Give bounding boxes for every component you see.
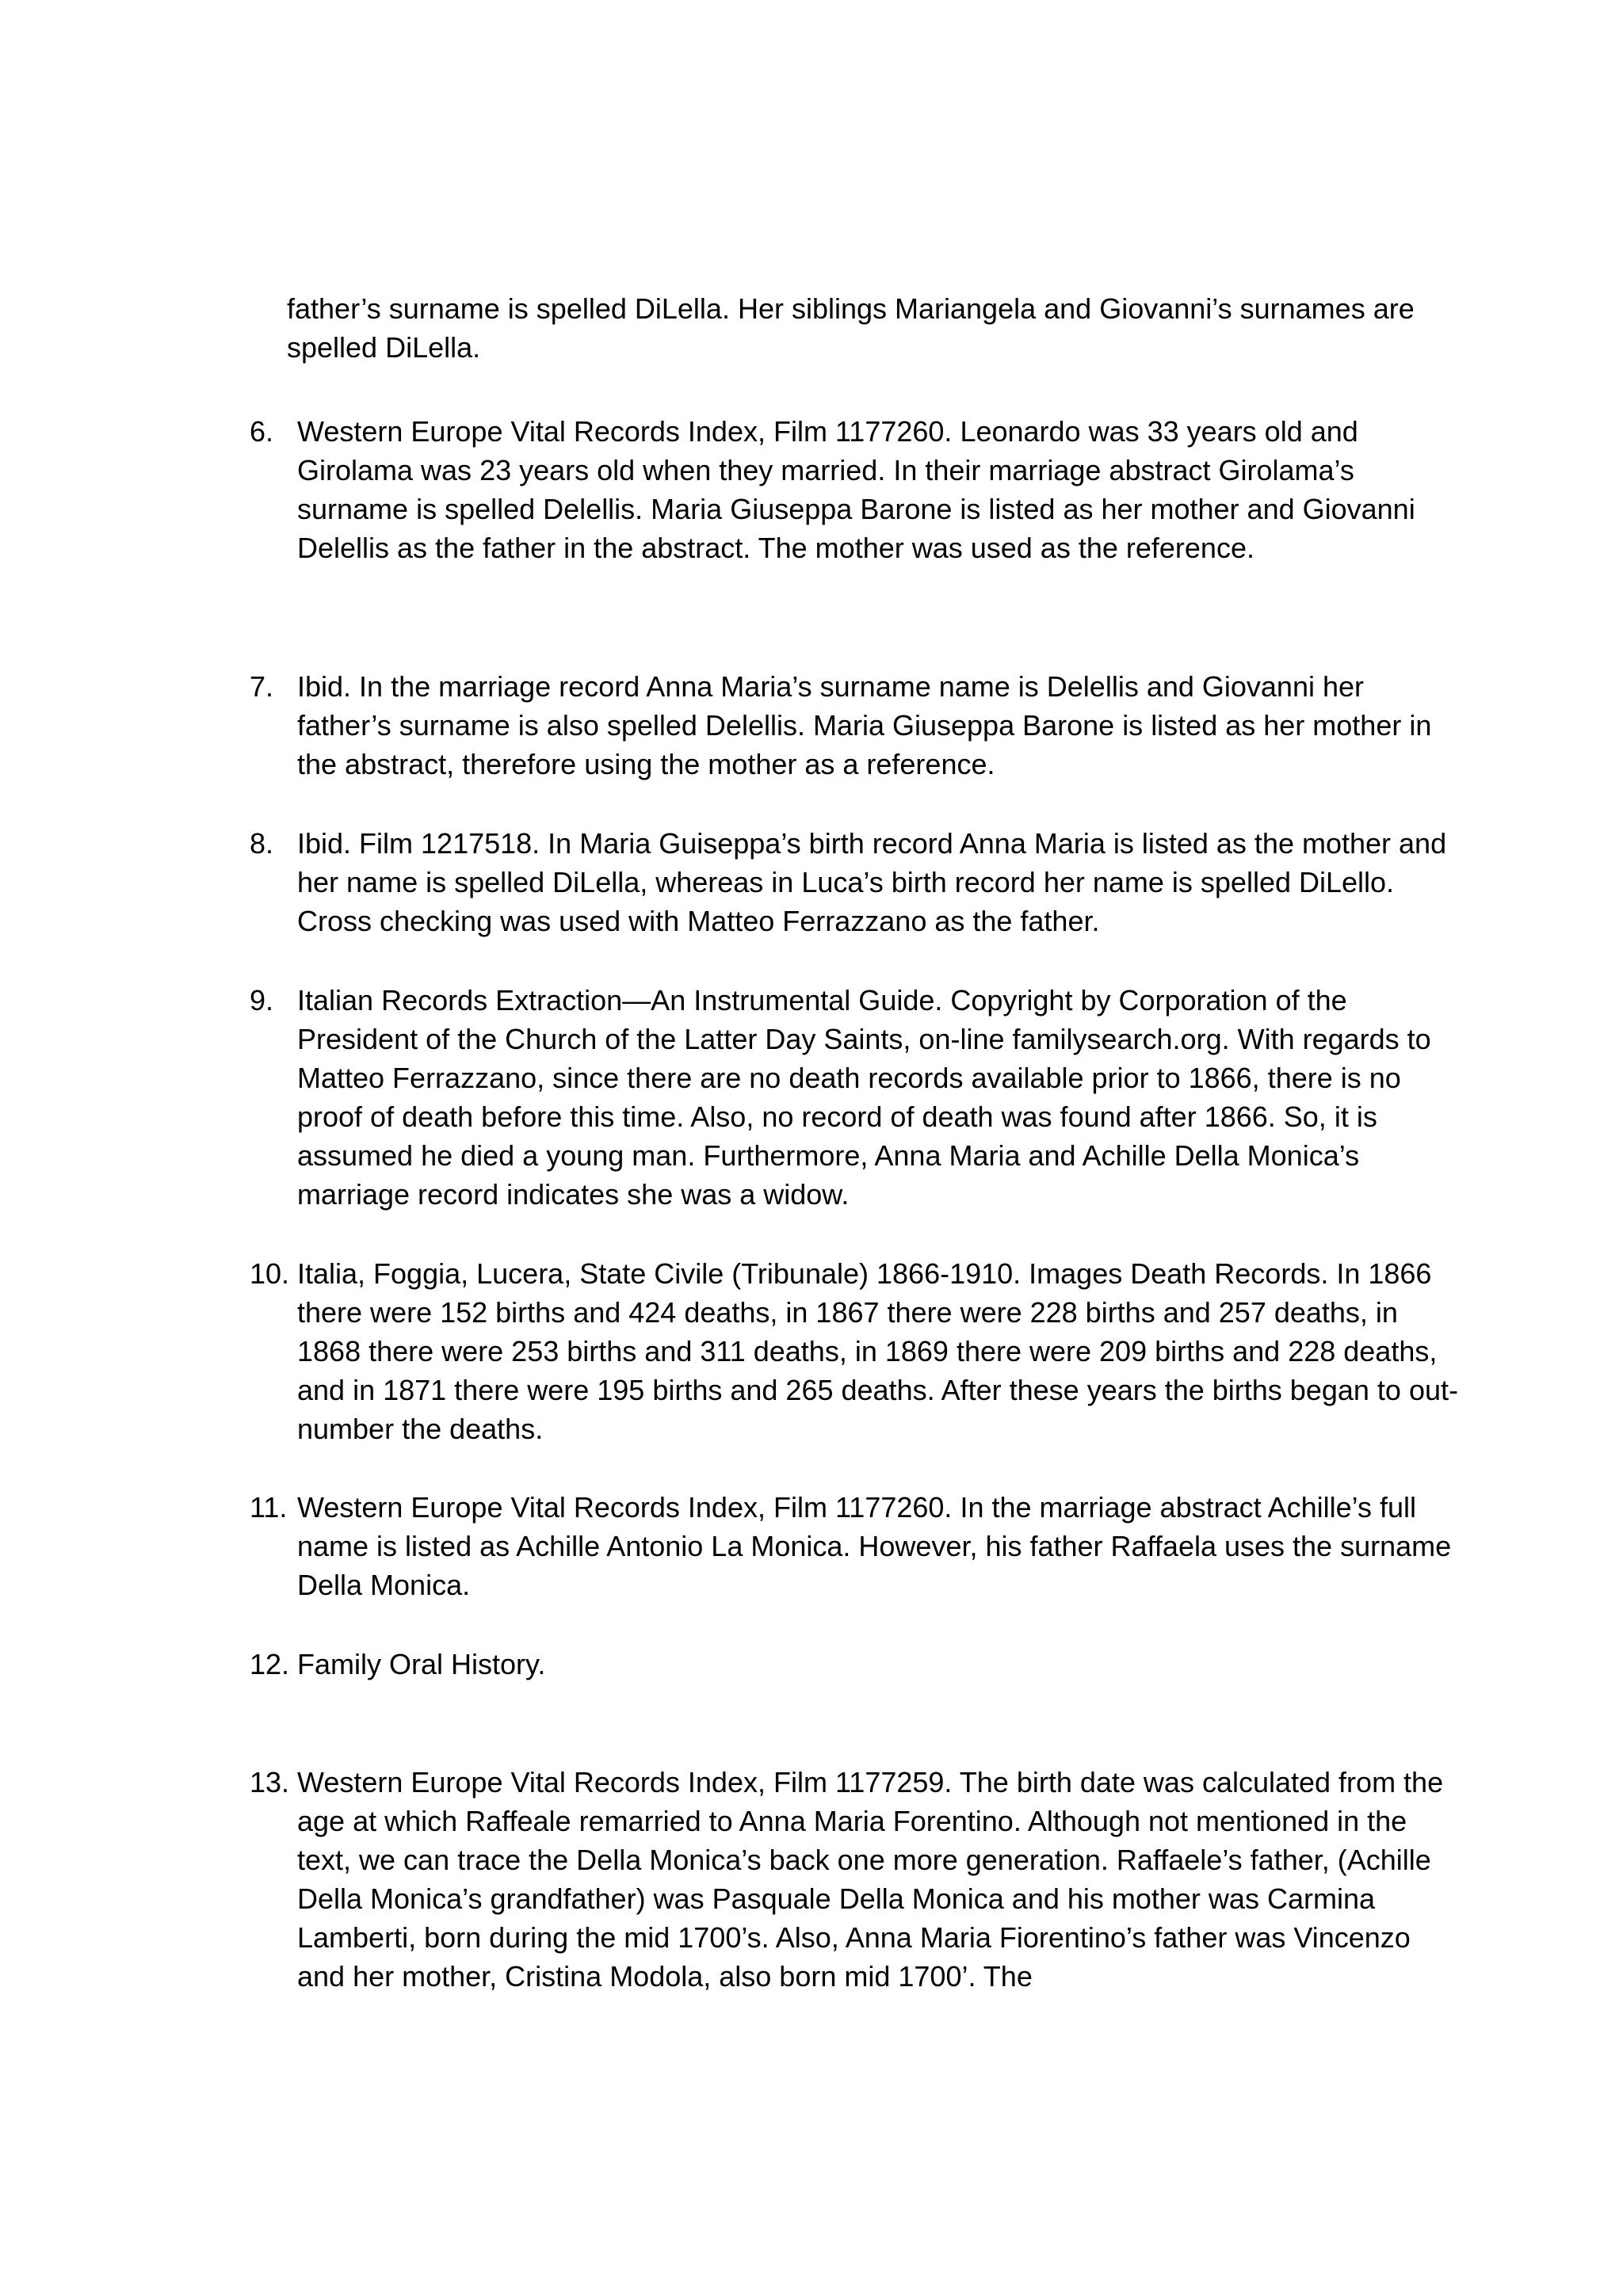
note-text: Ibid. In the marriage record Anna Maria’s surname name is Delellis and Giovanni her father’s surname is also spelled Delellis. Maria Giuseppa Barone is listed as her mother in the abstract, therefore using the mother as a reference. bbox=[297, 670, 1432, 780]
note-number: 12. bbox=[250, 1648, 290, 1680]
note-6 bbox=[250, 412, 1462, 567]
note-number: 11. bbox=[250, 1491, 288, 1524]
note-continuation-text: father’s surname is spelled DiLella. Her siblings Mariangela and Giovanni’s surnames are spelled DiLella. bbox=[287, 292, 1415, 364]
note-10 bbox=[250, 1254, 1462, 1448]
note-text: Ibid. Film 1217518. In Maria Guiseppa’s birth record Anna Maria is listed as the mother and her name is spelled DiLella, whereas in Luca’s birth record her name is spelled DiLello. Cross checking was used with Matteo Ferrazzano as the father. bbox=[297, 827, 1447, 937]
note-number: 7. bbox=[250, 670, 274, 703]
note-text: Family Oral History. bbox=[297, 1648, 546, 1680]
note-text: Italia, Foggia, Lucera, State Civile (Tribunale) 1866-1910. Images Death Records. In 1866 there were 152 births and 424 deaths, in 1867 there were 228 births and 257 deaths, in 1868 there were 253 births and 311 deaths, in 1869 there were 209 births and 228 deaths, and in 1871 there were 195 births and 265 deaths. After these years the births began to out- number the deaths. bbox=[297, 1257, 1458, 1445]
note-13 bbox=[250, 1763, 1462, 1996]
note-number: 13. bbox=[250, 1766, 290, 1798]
note-text: Italian Records Extraction—An Instrumental Guide. Copyright by Corporation of the President of the Church of the Latter Day Saints, on-line familysearch.org. With regards to Matteo Ferrazzano, since there are no death records available prior to 1866, there is no proof of death before this time. Also, no record of death was found after 1866. So, it is assumed he died a young man. Furthermore, Anna Maria and Achille Della Monica’s marriage record indicates she was a widow. bbox=[297, 984, 1431, 1211]
note-text: Western Europe Vital Records Index, Film 1177260. In the marriage abstract Achille’s full name is listed as Achille Antonio La Monica. However, his father Raffaela uses the surname Della Monica. bbox=[297, 1491, 1452, 1601]
note-11 bbox=[250, 1488, 1462, 1604]
note-9 bbox=[250, 981, 1462, 1214]
note-text: Western Europe Vital Records Index, Film 1177260. Leonardo was 33 years old and Girolama was 23 years old when they married. In their marriage abstract Girolama’s surname is spelled Delellis. Maria Giuseppa Barone is listed as her mother and Giovanni Delellis as the father in the abstract. The mother was used as the reference. bbox=[297, 415, 1415, 564]
note-number: 6. bbox=[250, 415, 274, 448]
note-number: 8. bbox=[250, 827, 274, 860]
note-number: 9. bbox=[250, 984, 274, 1016]
note-8 bbox=[250, 824, 1462, 940]
note-number: 10. bbox=[250, 1257, 290, 1290]
note-12 bbox=[250, 1645, 1462, 1684]
note-text: Western Europe Vital Records Index, Film 1177259. The birth date was calculated from the age at which Raffeale remarried to Anna Maria Forentino. Although not mentioned in the text, we can trace the Della Monica’s back one more generation. Raffaele’s father, (Achille Della Monica’s grandfather) was Pasquale Della Monica and his mother was Carmina Lamberti, born during the mid 1700’s. Also, Anna Maria Fiorentino’s father was Vincenzo and her mother, Cristina Modola, also born mid 1700’. The bbox=[297, 1766, 1444, 1993]
note-7 bbox=[250, 667, 1462, 784]
note-continuation bbox=[287, 289, 1452, 367]
